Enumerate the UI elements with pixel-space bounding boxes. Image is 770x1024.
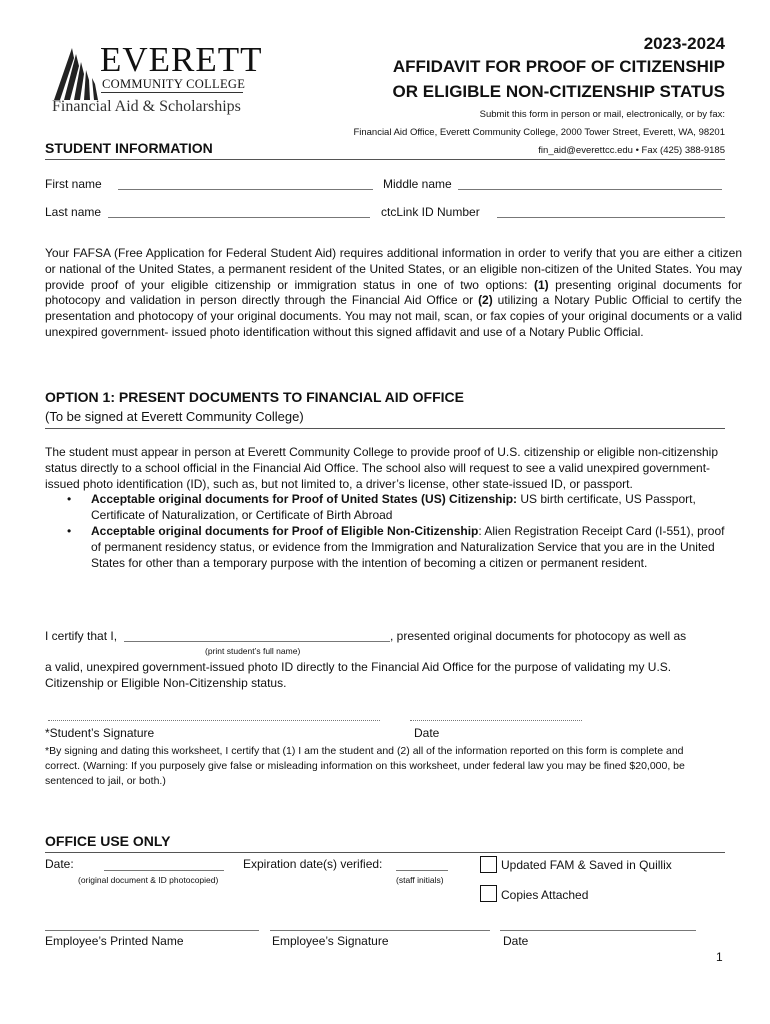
logo-department: Financial Aid & Scholarships xyxy=(52,98,241,115)
signature-disclaimer: *By signing and dating this worksheet, I certify that (1) I am the student and (2) all of the information reported on this form is complete and correct. (Warning: If you purposely give false or misleading information on this worksheet, under federal law you may be fined $20,000, be sentenced to jail, or both.) xyxy=(45,745,685,787)
employee-printed-name-field[interactable] xyxy=(45,930,259,931)
copies-attached-checkbox[interactable] xyxy=(480,885,497,902)
form-year: 2023-2024 xyxy=(643,34,725,53)
copies-attached-label: Copies Attached xyxy=(501,888,589,902)
section-divider xyxy=(45,852,725,853)
page-number: 1 xyxy=(716,950,723,964)
option1-body xyxy=(45,445,725,571)
employee-signature-field[interactable] xyxy=(270,930,490,931)
logo-college-name: EVERETT xyxy=(100,40,263,79)
employee-date-field[interactable] xyxy=(500,930,696,931)
student-date-label: Date xyxy=(414,726,440,740)
office-use-heading: OFFICE USE ONLY xyxy=(45,833,171,849)
office-date-label: Date: xyxy=(45,857,74,871)
list-item: • Acceptable original documents for Proof of Eligible Non-Citizenship: Alien Registration Receipt Card (I-551), proof of permanent residency status, or evidence from the Immigration and Naturalization Service that you are in the United States for other than a temporary purpose with the intention of becoming a citizen or permanent resident. xyxy=(45,524,725,571)
office-date-field[interactable] xyxy=(104,870,224,871)
ctclink-id-field[interactable] xyxy=(497,217,725,218)
student-date-field[interactable] xyxy=(410,720,582,721)
form-title-line1: AFFIDAVIT FOR PROOF OF CITIZENSHIP xyxy=(392,57,725,76)
submit-instructions: Submit this form in person or mail, electronically, or by fax: xyxy=(479,109,725,120)
list-item: • Acceptable original documents for Proof of United States (US) Citizenship: US birth certificate, US Passport, Certificate of Naturalization, or Certificate of Birth Abroad xyxy=(45,492,725,524)
logo-divider xyxy=(101,92,243,93)
section-divider xyxy=(45,428,725,429)
print-name-hint: (print student’s full name) xyxy=(205,646,301,656)
fam-updated-label: Updated FAM & Saved in Quillix xyxy=(501,858,672,872)
fam-updated-checkbox[interactable] xyxy=(480,856,497,873)
last-name-field[interactable] xyxy=(108,217,370,218)
staff-initials-note: (staff initials) xyxy=(396,875,444,885)
student-signature-field[interactable] xyxy=(48,720,380,721)
employee-signature-label: Employee’s Signature xyxy=(272,934,389,948)
first-name-label: First name xyxy=(45,177,102,191)
student-info-heading: STUDENT INFORMATION xyxy=(45,140,213,156)
expiration-verified-label: Expiration date(s) verified: xyxy=(243,857,383,871)
option1-subheading: (To be signed at Everett Community College) xyxy=(45,409,304,424)
acceptable-documents-list xyxy=(45,492,725,571)
office-date-note: (original document & ID photocopied) xyxy=(78,875,219,885)
option1-instructions: The student must appear in person at Everett Community College to provide proof of U.S. citizenship or eligible non-citizenship status directly to a school official in the Financial Aid Office. The school also will request to see a valid unexpired government-issued photo identification (ID), such as, but not limited to, a driver’s license, other state-issued ID, or passport. xyxy=(45,445,719,491)
certify-statement-mid: , presented original documents for photocopy as well as xyxy=(390,629,687,643)
employee-date-label: Date xyxy=(503,934,529,948)
office-address: Financial Aid Office, Everett Community College, 2000 Tower Street, Everett, WA, 98201 xyxy=(353,127,725,138)
middle-name-field[interactable] xyxy=(458,189,722,190)
form-title-line2: OR ELIGIBLE NON-CITIZENSHIP STATUS xyxy=(392,82,725,101)
middle-name-label: Middle name xyxy=(383,177,452,191)
intro-paragraph: Your FAFSA (Free Application for Federal Student Aid) requires additional information in order to verify that you are either a citizen or national of the United States, a permanent resident of the United States, or an eligible non-citizen of the United States. You may provide proof of your eligible citizenship or immigration status in one of two options: (1) presenting original documents for photocopy and validation in person directly through the Financial Aid Office or (2) utilizing a Notary Public Official to certify the presentation and photocopy of your original documents. You may not mail, scan, or fax copies of your original documents or a valid unexpired government- issued photo identification without this signed affidavit and use of a Notary Public Official. xyxy=(45,246,742,339)
section-divider xyxy=(45,159,725,160)
certify-statement-end: a valid, unexpired government-issued photo ID directly to the Financial Aid Office for the purpose of validating my U.S. Citizenship or Eligible Non-Citizenship status. xyxy=(45,660,672,690)
student-signature-label: *Student’s Signature xyxy=(45,726,155,740)
employee-printed-name-label: Employee’s Printed Name xyxy=(45,934,184,948)
student-full-name-field[interactable] xyxy=(124,641,390,642)
college-logo-icon xyxy=(50,46,98,102)
office-contact: fin_aid@everettcc.edu • Fax (425) 388-9185 xyxy=(538,145,725,156)
option1-heading: OPTION 1: PRESENT DOCUMENTS TO FINANCIAL AID OFFICE xyxy=(45,389,464,405)
staff-initials-field[interactable] xyxy=(396,870,448,871)
last-name-label: Last name xyxy=(45,205,102,219)
ctclink-id-label: ctcLink ID Number xyxy=(381,205,480,219)
certify-statement-start: I certify that I, xyxy=(45,629,118,643)
first-name-field[interactable] xyxy=(118,189,373,190)
logo-college-subtitle: COMMUNITY COLLEGE xyxy=(102,77,246,91)
